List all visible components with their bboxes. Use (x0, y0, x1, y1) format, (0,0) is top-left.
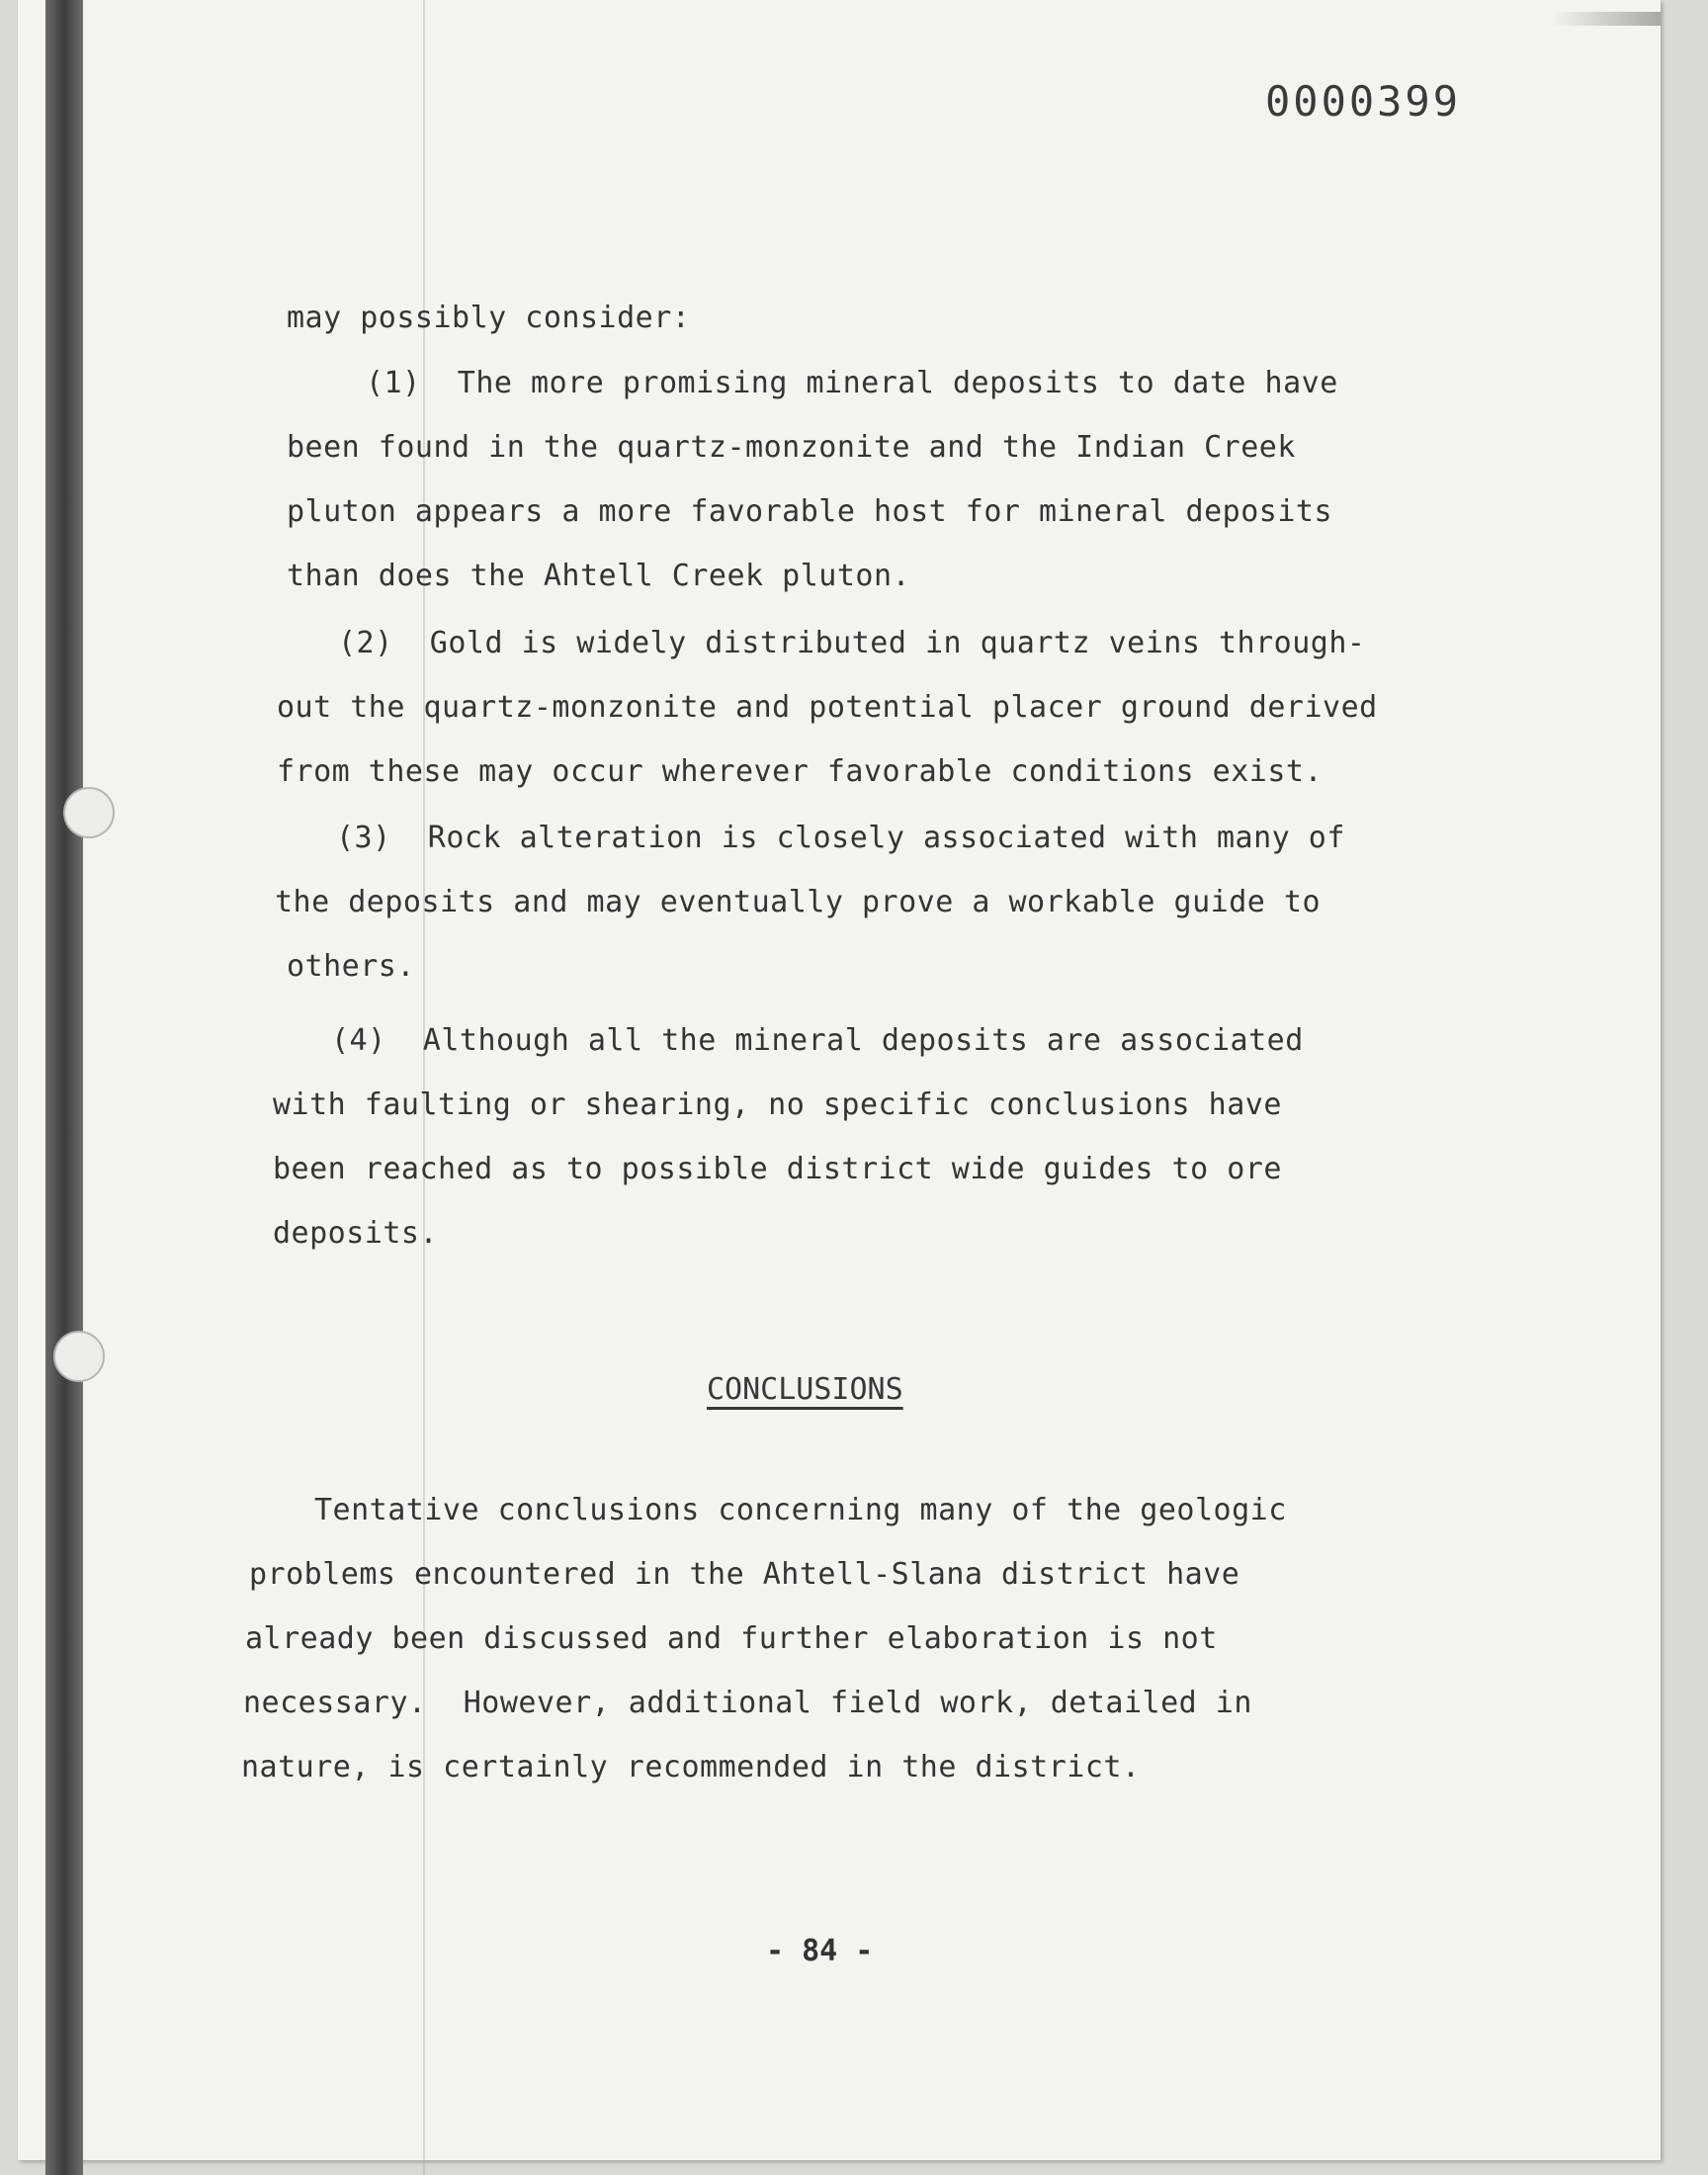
document-number: 0000399 (1265, 77, 1462, 126)
item1-line4: than does the Ahtell Creek pluton. (287, 559, 911, 593)
conclusion-line5: nature, is certainly recommended in the district. (241, 1750, 1141, 1784)
intro-line: may possibly consider: (287, 301, 691, 335)
section-heading: CONCLUSIONS (707, 1372, 903, 1407)
conclusion-line1: Tentative conclusions concerning many of the geologic (314, 1493, 1287, 1527)
item3-line1: (3) Rock alteration is closely associated with many of (336, 821, 1345, 855)
item1-line2: been found in the quartz-monzonite and the Indian Creek (287, 430, 1296, 465)
document-page (18, 0, 1661, 2160)
item1-line3: pluton appears a more favorable host for mineral deposits (287, 494, 1333, 529)
item4-line1: (4) Although all the mineral deposits are associated (331, 1023, 1304, 1058)
item1-line1: (1) The more promising mineral deposits to date have (366, 366, 1338, 400)
conclusion-line2: problems encountered in the Ahtell-Slana district have (249, 1557, 1240, 1592)
item4-line3: been reached as to possible district wide guides to ore (273, 1152, 1282, 1186)
corner-smudge (1552, 12, 1661, 26)
item4-line4: deposits. (273, 1216, 439, 1251)
item2-line3: from these may occur wherever favorable conditions exist. (277, 754, 1324, 789)
item4-line2: with faulting or shearing, no specific conclusions have (273, 1088, 1282, 1122)
item2-line1: (2) Gold is widely distributed in quartz veins through- (338, 626, 1366, 660)
item3-line2: the deposits and may eventually prove a workable guide to (275, 885, 1322, 919)
item3-line3: others. (287, 949, 415, 984)
punch-hole-lower (53, 1331, 105, 1382)
binding-edge (45, 0, 83, 2175)
punch-hole-upper (63, 787, 115, 838)
item2-line2: out the quartz-monzonite and potential placer ground derived (277, 690, 1378, 725)
conclusion-line4: necessary. However, additional field work, detailed in (243, 1686, 1252, 1720)
page-number: - 84 - (766, 1934, 874, 1968)
conclusion-line3: already been discussed and further elaboration is not (245, 1621, 1218, 1656)
